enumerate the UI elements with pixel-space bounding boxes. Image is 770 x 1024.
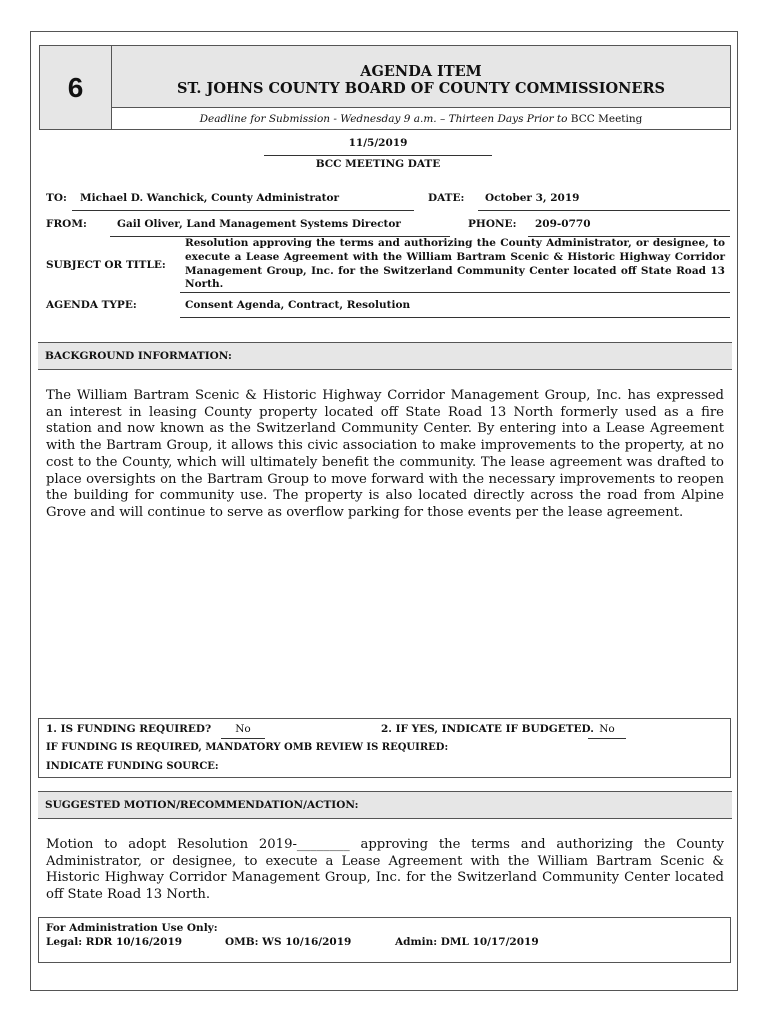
omb-signoff: OMB: WS 10/16/2019 <box>225 936 352 948</box>
motion-text: Motion to adopt Resolution 2019-________ approving the terms and authorizing the County Administrator, or designee, to execute a Lease Agreement with the William Bartram Scenic & Historic Highway Corridor Management Group, Inc. for the Switzerland Community Center located off State Road 13 North. <box>46 837 724 903</box>
agenda-title <box>112 46 730 108</box>
from-label: FROM: <box>46 218 87 230</box>
budgeted-label: 2. IF YES, INDICATE IF BUDGETED. <box>381 723 594 735</box>
to-underline <box>72 210 414 211</box>
meeting-date-label: BCC MEETING DATE <box>315 158 441 170</box>
agenda-type-label: AGENDA TYPE: <box>46 299 137 311</box>
admin-signoff: Admin: DML 10/17/2019 <box>395 936 539 948</box>
budgeted-underline <box>588 738 626 739</box>
subject-underline <box>180 292 730 293</box>
background-heading: BACKGROUND INFORMATION: <box>38 342 732 370</box>
date-value: October 3, 2019 <box>485 192 580 204</box>
budgeted-value: No <box>599 723 615 735</box>
agenda-header <box>39 45 731 130</box>
submission-deadline <box>112 109 730 129</box>
agenda-type-underline <box>180 317 730 318</box>
funding-required-value: No <box>235 723 251 735</box>
to-label: TO: <box>46 192 67 204</box>
funding-source-label: INDICATE FUNDING SOURCE: <box>46 761 219 772</box>
omb-review-label: IF FUNDING IS REQUIRED, MANDATORY OMB REVIEW IS REQUIRED: <box>46 742 449 753</box>
from-value: Gail Oliver, Land Management Systems Director <box>117 218 401 230</box>
funding-required-underline <box>221 738 265 739</box>
funding-required-label: 1. IS FUNDING REQUIRED? <box>46 723 212 735</box>
agenda-item-number: 6 <box>40 46 112 129</box>
admin-use-box <box>38 917 731 963</box>
deadline-italic: Deadline for Submission - Wednesday 9 a.m. – Thirteen Days Prior to <box>199 113 568 125</box>
background-text: The William Bartram Scenic & Historic Highway Corridor Management Group, Inc. has expressed an interest in leasing County property located off State Road 13 North formerly used as a fire station and now known as the Switzerland Community Center. By entering into a Lease Agreement with the Bartram Group, it allows this civic association to make improvements to the property, at no cost to the County, which will ultimately benefit the community. The lease agreement was drafted to place oversights on the Bartram Group to move forward with the necessary improvements to reopen the building for community use. The property is also located directly across the road from Alpine Grove and will continue to serve as overflow parking for those events per the lease agreement. <box>46 388 724 520</box>
phone-label: PHONE: <box>468 218 517 230</box>
funding-box <box>38 718 731 778</box>
meeting-date-underline <box>264 155 492 156</box>
title-line-1: AGENDA ITEM <box>360 63 482 80</box>
admin-use-heading: For Administration Use Only: <box>46 922 218 934</box>
to-value: Michael D. Wanchick, County Administrator <box>80 192 340 204</box>
motion-heading: SUGGESTED MOTION/RECOMMENDATION/ACTION: <box>38 791 732 819</box>
phone-value: 209-0770 <box>535 218 591 230</box>
meeting-date: 11/5/2019 <box>348 137 408 149</box>
agenda-type-value: Consent Agenda, Contract, Resolution <box>185 299 411 311</box>
subject-label: SUBJECT OR TITLE: <box>46 259 166 271</box>
subject-value: Resolution approving the terms and authorizing the County Administrator, or designee, to execute a Lease Agreement with the William Bartram Scenic & Historic Highway Corridor Management Group, Inc. for the Switzerland Community Center located off State Road 13 North. <box>185 237 725 291</box>
date-label: DATE: <box>428 192 465 204</box>
date-underline <box>478 210 730 211</box>
legal-signoff: Legal: RDR 10/16/2019 <box>46 936 183 948</box>
title-line-2: ST. JOHNS COUNTY BOARD OF COUNTY COMMISSIONERS <box>177 80 665 97</box>
deadline-plain: BCC Meeting <box>567 113 643 125</box>
